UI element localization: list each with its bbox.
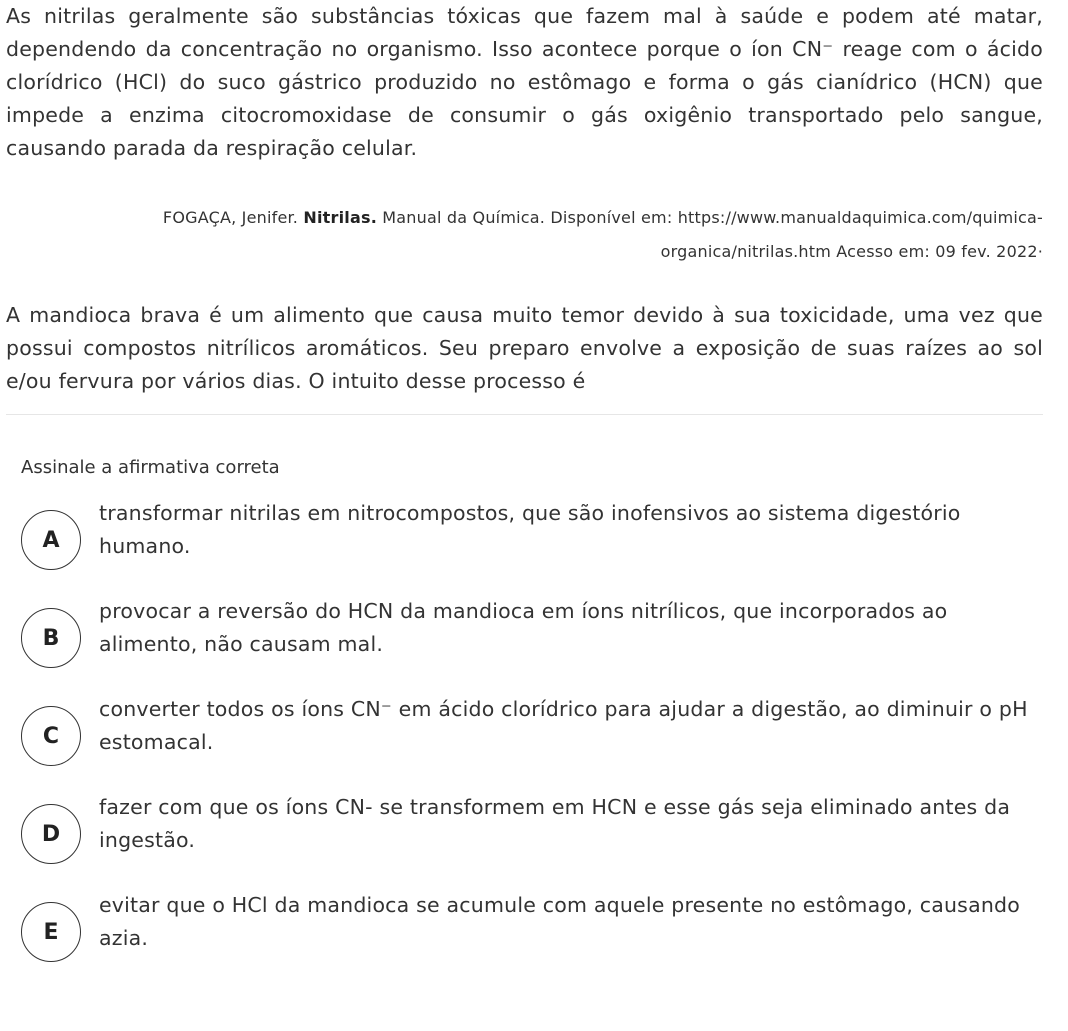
option-a-text[interactable]: transformar nitrilas em nitrocompostos, que são inofensivos ao sistema digestório humano.: [99, 501, 961, 558]
passage-paragraph-1: As nitrilas geralmente são substâncias tóxicas que fazem mal à saúde e podem até matar, dependendo da concentração no organismo. Isso acontece porque o íon CN⁻ reage com o ácido clorídrico (HCl) do suco gástrico produzido no estômago e forma o gás cianídrico (HCN) que impede a enzima citocromoxidase de consumir o gás oxigênio transportado pelo sangue, causando parada da respiração celular.: [6, 4, 1043, 160]
answer-options: [21, 501, 1043, 1000]
divider: [6, 414, 1043, 415]
question-container: [6, 0, 1043, 1000]
option-b[interactable]: [21, 599, 1043, 706]
option-d-letter-button[interactable]: D: [21, 804, 81, 864]
option-b-letter-button[interactable]: B: [21, 608, 81, 668]
passage-paragraph-2: A mandioca brava é um alimento que causa muito temor devido à sua toxicidade, uma vez que possui compostos nitrílicos aromáticos. Seu preparo envolve a exposição de suas raízes ao sol e/ou fervura por vários dias. O intuito desse processo é: [6, 303, 1043, 393]
option-e-text[interactable]: evitar que o HCl da mandioca se acumule com aquele presente no estômago, causando azia.: [99, 893, 1020, 950]
citation: [6, 201, 1043, 269]
option-e-letter-button[interactable]: E: [21, 902, 81, 962]
option-a[interactable]: [21, 501, 1043, 608]
option-b-text[interactable]: provocar a reversão do HCN da mandioca em íons nitrílicos, que incorporados ao alimento, não causam mal.: [99, 599, 948, 656]
option-e[interactable]: [21, 893, 1043, 1000]
citation-source: Manual da Química. Disponível em: https://www.manualdaquimica.com/quimica-organica/nitrilas.htm Acesso em: 09 fev. 2022·: [376, 208, 1043, 261]
option-c[interactable]: [21, 697, 1043, 804]
option-c-text[interactable]: converter todos os íons CN⁻ em ácido clorídrico para ajudar a digestão, ao diminuir o pH estomacal.: [99, 697, 1028, 754]
citation-title: Nitrilas.: [303, 208, 377, 227]
option-c-letter-button[interactable]: C: [21, 706, 81, 766]
option-d-text[interactable]: fazer com que os íons CN- se transformem em HCN e esse gás seja eliminado antes da ingestão.: [99, 795, 1011, 852]
option-d[interactable]: [21, 795, 1043, 902]
question-prompt: Assinale a afirmativa correta: [21, 457, 280, 478]
option-a-letter-button[interactable]: A: [21, 510, 81, 570]
citation-author: FOGAÇA, Jenifer.: [162, 208, 304, 227]
